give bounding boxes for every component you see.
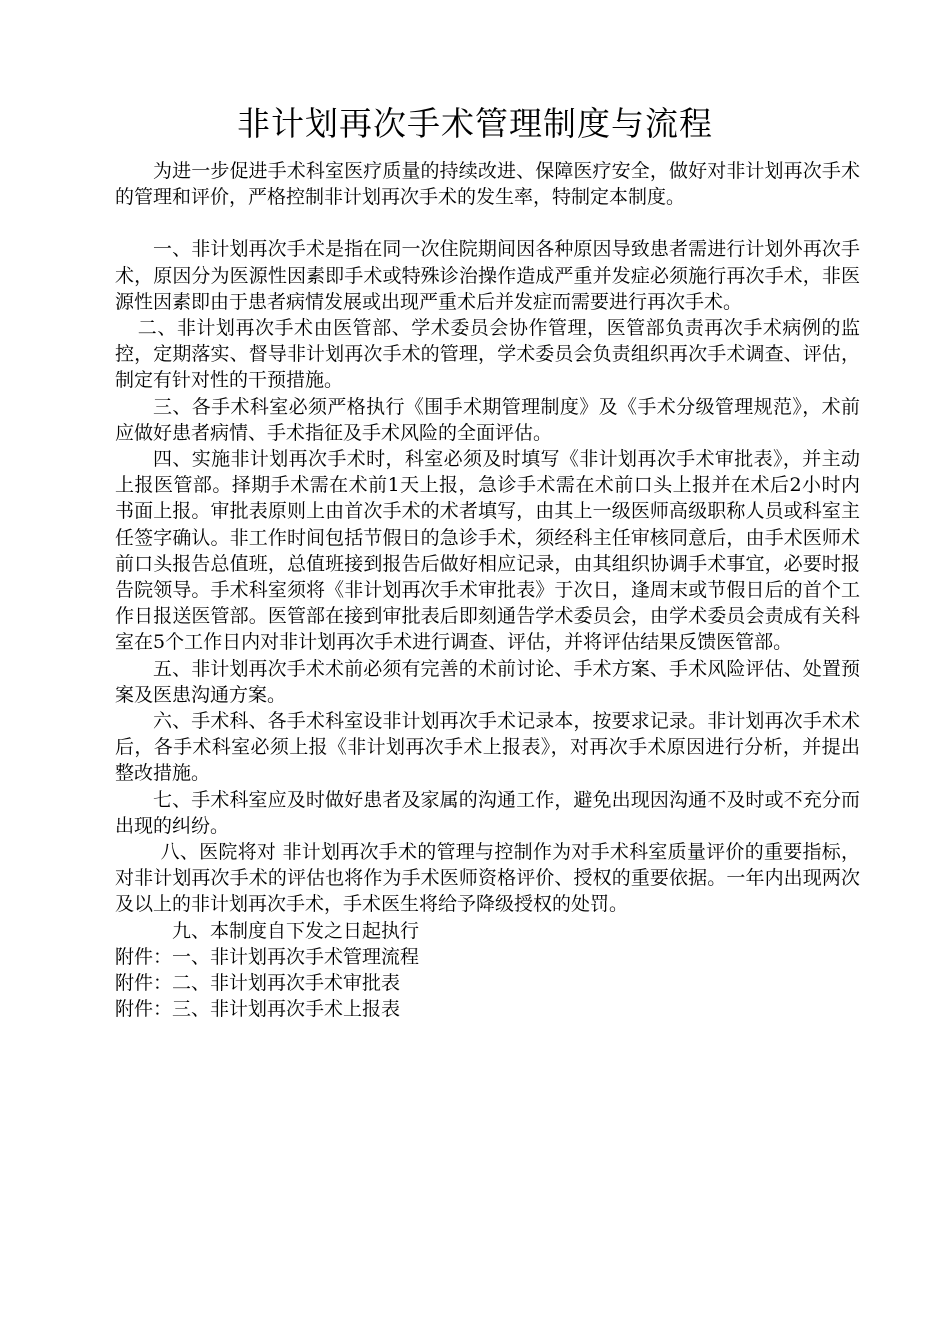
attachment-1: 附件：一、非计划再次手术管理流程	[115, 945, 420, 968]
clause-8: 八、医院将对 非计划再次手术的管理与控制作为对手术科室质量评价的重要指标，对非计划再次手术的评估也将作为手术医师资格评价、授权的重要依据。一年内出现两次及以上的非计划再次手术，手术医生将给予降级授权的处罚。	[115, 841, 860, 916]
document-body	[115, 158, 860, 1023]
attachment-2: 附件：二、非计划再次手术审批表	[115, 972, 401, 995]
attachment-3: 附件：三、非计划再次手术上报表	[115, 998, 401, 1021]
document-title: 非计划再次手术管理制度与流程	[237, 104, 713, 143]
clause-5: 五、非计划再次手术术前必须有完善的术前讨论、手术方案、手术风险评估、处置预案及医患沟通方案。	[115, 657, 860, 706]
clause-1: 一、非计划再次手术是指在同一次住院期间因各种原因导致患者需进行计划外再次手术，原因分为医源性因素即手术或特殊诊治操作造成严重并发症必须施行再次手术，非医源性因素即由于患者病情发展或出现严重术后并发症而需要进行再次手术。	[115, 238, 860, 313]
clause-3: 三、各手术科室必须严格执行《围手术期管理制度》及《手术分级管理规范》，术前应做好患者病情、手术指征及手术风险的全面评估。	[115, 395, 860, 444]
clause-6: 六、手术科、各手术科室设非计划再次手术记录本，按要求记录。非计划再次手术术后，各手术科室必须上报《非计划再次手术上报表》，对再次手术原因进行分析，并提出整改措施。	[115, 710, 860, 785]
clause-2: 二、非计划再次手术由医管部、学术委员会协作管理，医管部负责再次手术病例的监控，定期落实、督导非计划再次手术的管理，学术委员会负责组织再次手术调查、评估，制定有针对性的干预措施。	[115, 317, 860, 392]
clause-7: 七、手术科室应及时做好患者及家属的沟通工作，避免出现因沟通不及时或不充分而出现的纠纷。	[115, 788, 860, 837]
paragraph-spacer	[115, 210, 860, 236]
intro-paragraph: 为进一步促进手术科室医疗质量的持续改进、保障医疗安全，做好对非计划再次手术的管理和评价，严格控制非计划再次手术的发生率，特制定本制度。	[115, 160, 860, 209]
clause-9: 九、本制度自下发之日起执行	[172, 919, 420, 942]
clause-4: 四、实施非计划再次手术时，科室必须及时填写《非计划再次手术审批表》，并主动上报医管部。择期手术需在术前1天上报，急诊手术需在术前口头上报并在术后2小时内书面上报。审批表原则上由首次手术的术者填写，由其上一级医师高级职称人员或科室主任签字确认。非工作时间包括节假日的急诊手术，须经科主任审核同意后，由手术医师术前口头报告总值班，总值班接到报告后做好相应记录，由其组织协调手术事宜，必要时报告院领导。手术科室须将《非计划再次手术审批表》于次日，逢周末或节假日后的首个工作日报送医管部。医管部在接到审批表后即刻通告学术委员会，由学术委员会责成有关科室在5个工作日内对非计划再次手术进行调查、评估，并将评估结果反馈医管部。	[115, 448, 860, 654]
